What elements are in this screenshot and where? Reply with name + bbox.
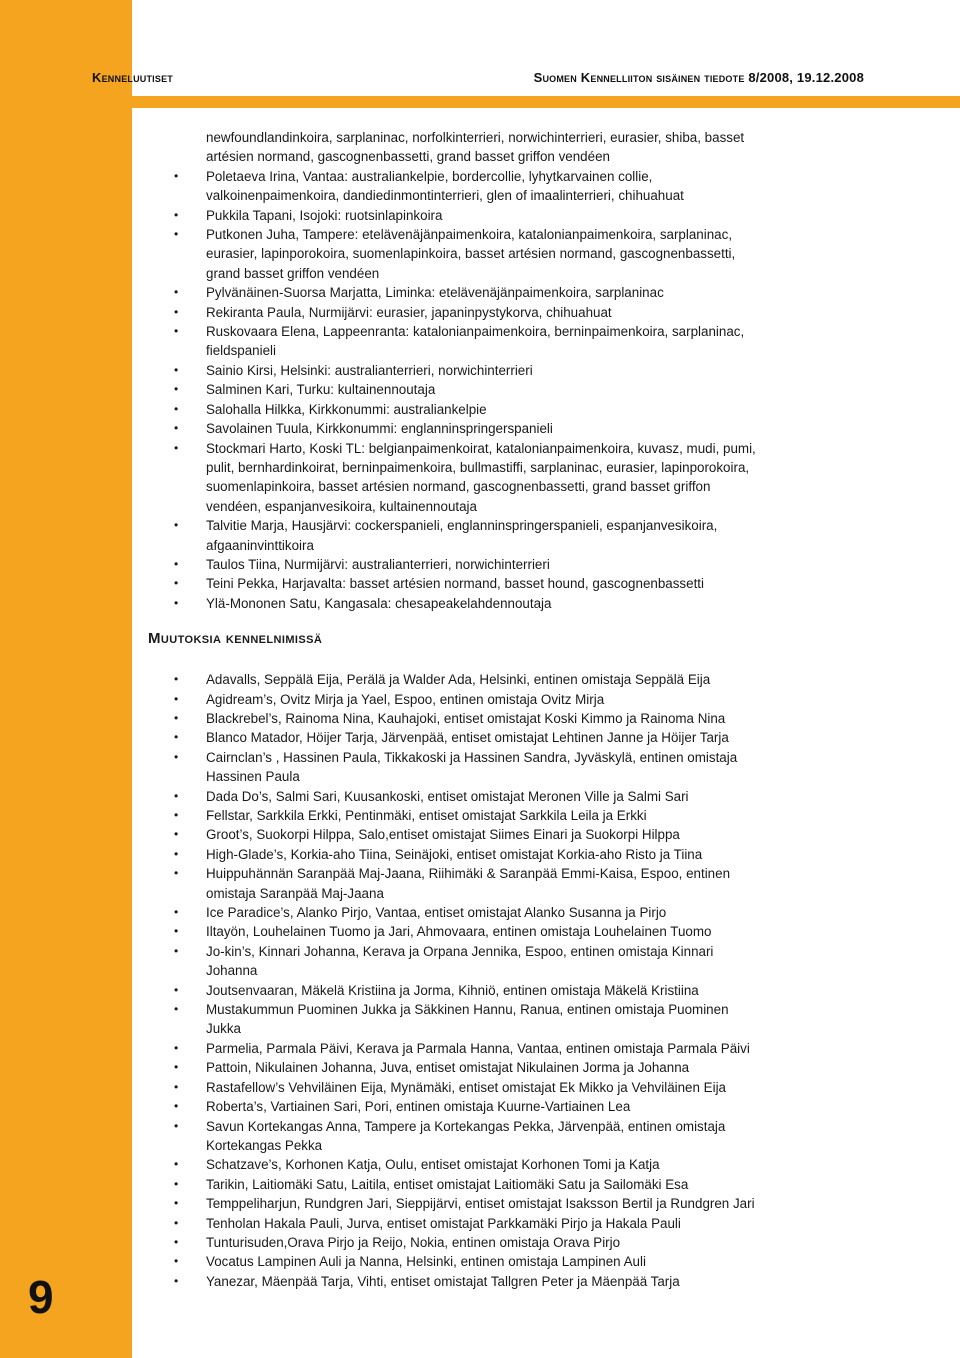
kennel-change-entry [148,748,938,787]
bullet-icon: • [174,691,179,706]
list-item-line: Sainio Kirsi, Helsinki: australianterrieri, norwichinterrieri [206,362,533,378]
list-item-line: Jo-kin’s, Kinnari Johanna, Kerava ja Orpana Jennika, Espoo, entinen omistaja Kinnari [206,943,714,959]
list-item-line: Iltayön, Louhelainen Tuomo ja Jari, Ahmovaara, entinen omistaja Louhelainen Tuomo [206,924,712,940]
bullet-icon: • [174,285,179,300]
list-item-line: Huippuhännän Saranpää Maj-Jaana, Riihimäki & Saranpää Emmi-Kaisa, Espoo, entinen [206,866,731,882]
bullet-icon: • [174,866,179,881]
header-rule [0,96,960,108]
list-item-line: Rekiranta Paula, Nurmijärvi: eurasier, japaninpystykorva, chihuahuat [206,304,612,320]
judge-entry [148,555,938,574]
bullet-icon: • [174,943,179,958]
list-item-line: Tarikin, Laitiomäki Satu, Laitila, entiset omistajat Laitiomäki Satu ja Sailomäki Esa [206,1176,689,1192]
list-item-line: Tunturisuden,Orava Pirjo ja Reijo, Nokia, entinen omistaja Orava Pirjo [206,1234,621,1250]
bullet-icon: • [174,1273,179,1288]
kennel-change-entry [148,1272,938,1291]
page-content [148,128,938,1328]
bullet-icon: • [174,1099,179,1114]
header-section-name: Kenneluutiset [92,70,173,85]
list-item-line: Fellstar, Sarkkila Erkki, Pentinmäki, entiset omistajat Sarkkila Leila ja Erkki [206,808,647,823]
bullet-icon: • [174,168,179,183]
judge-entry [148,303,938,322]
continuation-line: artésien normand, gascognenbassetti, grand basset griffon vendéen [206,149,610,165]
list-item-line: Groot’s, Suokorpi Hilppa, Salo,entiset omistajat Siimes Einari ja Suokorpi Hilppa [206,827,680,843]
bullet-icon: • [174,1176,179,1191]
list-item-line: Teini Pekka, Harjavalta: basset artésien normand, basset hound, gascognenbassetti [206,576,704,592]
kennel-change-entry [148,1058,938,1077]
list-item-line: Hassinen Paula [206,769,300,785]
kennel-change-entry [148,1194,938,1213]
kennel-change-entry [148,728,938,747]
bullet-icon: • [174,401,179,416]
continued-entry [148,128,938,167]
bullet-icon: • [174,595,179,610]
kennel-change-entry [148,1039,938,1058]
kennel-change-entry [148,709,938,728]
bullet-icon: • [174,1254,179,1269]
list-item-line: Pukkila Tapani, Isojoki: ruotsinlapinkoira [206,207,443,223]
list-item-line: Temppeliharjun, Rundgren Jari, Sieppijärvi, entiset omistajat Isaksson Bertil ja Rundgren Jari [206,1196,755,1212]
judge-entry [148,225,938,283]
list-item-line: Putkonen Juha, Tampere: etelävenäjänpaimenkoira, katalonianpaimenkoira, sarplaninac, [206,227,733,243]
bullet-icon: • [174,1196,179,1211]
list-item-line: Savolainen Tuula, Kirkkonummi: englanninspringerspanieli [206,421,553,437]
list-item-line: Joutsenvaaran, Mäkelä Kristiina ja Jorma, Kihniö, entinen omistaja Mäkelä Kristiina [206,982,699,998]
kennel-change-entry [148,1000,938,1039]
list-item-line: Salminen Kari, Turku: kultainennoutaja [206,382,436,398]
list-item-line: Parmelia, Parmala Päivi, Kerava ja Parmala Hanna, Vantaa, entinen omistaja Parmala Päivi [206,1040,750,1056]
list-item-line: eurasier, lapinporokoira, suomenlapinkoira, basset artésien normand, gascognenbassetti, [206,246,736,262]
judge-entry [148,400,938,419]
section-title: Muutoksia kennelnimissä [148,630,323,648]
judge-entry [148,574,938,593]
kennel-change-entry [148,942,938,981]
bullet-icon: • [174,518,179,533]
judge-entry [148,206,938,225]
page-number: 9 [28,1271,54,1323]
list-item-line: Schatzave’s, Korhonen Katja, Oulu, entiset omistajat Korhonen Tomi ja Katja [206,1157,660,1173]
kennel-change-entry [148,845,938,864]
judge-entry [148,283,938,302]
bullet-icon: • [174,362,179,377]
list-item-line: Adavalls, Seppälä Eija, Perälä ja Walder Ada, Helsinki, entinen omistaja Seppälä Eija [206,672,711,688]
judges-list [148,167,938,613]
bullet-icon: • [174,1060,179,1075]
list-item-line: Blanco Matador, Höijer Tarja, Järvenpää, entiset omistajat Lehtinen Janne ja Höijer Tarja [206,730,729,746]
bullet-icon: • [174,1118,179,1133]
list-item-line: Ruskovaara Elena, Lappeenranta: katalonianpaimenkoira, berninpaimenkoira, sarplaninac, [206,324,745,340]
list-item-line: Roberta’s, Vartiainen Sari, Pori, entinen omistaja Kuurne-Vartiainen Lea [206,1099,631,1115]
bullet-icon: • [174,421,179,436]
bullet-icon: • [174,672,179,687]
kennel-change-entry [148,981,938,1000]
bullet-icon: • [174,808,179,822]
judge-entry [148,361,938,380]
bullet-icon: • [174,207,179,222]
kennel-change-entry [148,1252,938,1271]
header-publication-info: Suomen Kennelliiton sisäinen tiedote 8/2008, 19.12.2008 [533,70,864,85]
kennel-change-entry [148,787,938,806]
list-item-line: Savun Kortekangas Anna, Tampere ja Kortekangas Pekka, Järvenpää, entinen omistaja [206,1118,726,1134]
kennel-change-entry [148,690,938,709]
bullet-icon: • [174,1002,179,1017]
bullet-icon: • [174,1234,179,1249]
list-item-line: Tenholan Hakala Pauli, Jurva, entiset omistajat Parkkamäki Pirjo ja Hakala Pauli [206,1215,681,1231]
list-item-line: High-Glade’s, Korkia-aho Tiina, Seinäjoki, entiset omistajat Korkia-aho Risto ja Tiina [206,846,703,862]
kennel-change-entry [148,1078,938,1097]
list-item-line: Dada Do’s, Salmi Sari, Kuusankoski, entiset omistajat Meronen Ville ja Salmi Sari [206,788,689,804]
kennel-change-entry [148,1233,938,1252]
list-item-line: fieldspanieli [206,343,276,359]
continuation-line: newfoundlandinkoira, sarplaninac, norfolkinterrieri, norwichinterrieri, eurasier, shiba, basset [206,130,745,145]
list-item-line: suomenlapinkoira, basset artésien normand, gascognenbassetti, grand basset griffon [206,479,711,495]
bullet-icon: • [174,788,179,803]
kennel-change-entry [148,922,938,941]
bullet-icon: • [174,576,179,591]
judge-entry [148,516,938,555]
bullet-icon: • [174,924,179,939]
list-item-line: pulit, bernhardinkoirat, berninpaimenkoira, bullmastiffi, sarplaninac, eurasier, lapinporokoira, [206,459,750,475]
list-item-line: afgaaninvinttikoira [206,537,314,553]
bullet-icon: • [174,1215,179,1230]
list-item-line: grand basset griffon vendéen [206,265,380,281]
bullet-icon: • [174,846,179,861]
bullet-icon: • [174,749,179,764]
bullet-icon: • [174,382,179,397]
kennel-change-entry [148,903,938,922]
list-item-line: Taulos Tiina, Nurmijärvi: australianterrieri, norwichinterrieri [206,556,550,572]
list-item-line: Cairnclan’s , Hassinen Paula, Tikkakoski ja Hassinen Sandra, Jyväskylä, entinen omistaja [206,749,738,765]
list-item-line: Pattoin, Nikulainen Johanna, Juva, entiset omistajat Nikulainen Jorma ja Johanna [206,1060,690,1076]
list-item-line: Mustakummun Puominen Jukka ja Säkkinen Hannu, Ranua, entinen omistaja Puominen [206,1002,729,1018]
list-item-line: Agidream’s, Ovitz Mirja ja Yael, Espoo, entinen omistaja Ovitz Mirja [206,691,605,707]
bullet-icon: • [174,440,179,455]
bullet-icon: • [174,982,179,997]
list-item-line: Stockmari Harto, Koski TL: belgianpaimenkoirat, katalonianpaimenkoira, kuvasz, mudi, pumi, [206,440,756,456]
bullet-icon: • [174,1079,179,1094]
list-item-line: Yanezar, Mäenpää Tarja, Vihti, entiset omistajat Tallgren Peter ja Mäenpää Tarja [206,1273,680,1289]
list-item-line: omistaja Saranpää Maj-Jaana [206,885,384,901]
judge-entry [148,167,938,206]
bullet-icon: • [174,1040,179,1055]
bullet-icon: • [174,324,179,339]
bullet-icon: • [174,556,179,571]
kennel-change-entry [148,1117,938,1156]
kennel-change-entry [148,1175,938,1194]
list-item-line: Kortekangas Pekka [206,1137,323,1153]
list-item-line: Poletaeva Irina, Vantaa: australiankelpie, bordercollie, lyhytkarvainen collie, [206,168,653,184]
bullet-icon: • [174,1157,179,1172]
judge-entry [148,322,938,361]
kennel-change-entry [148,1155,938,1174]
kennel-change-entry [148,806,938,825]
side-accent-bar [0,0,132,1358]
list-item-line: Vocatus Lampinen Auli ja Nanna, Helsinki, entinen omistaja Lampinen Auli [206,1254,646,1270]
kennel-change-entry [148,670,938,689]
list-item-line: Johanna [206,963,258,979]
kennel-change-entry [148,1214,938,1233]
list-item-line: valkoinenpaimenkoira, dandiedinmontinterrieri, glen of imaalinterrieri, chihuahuat [206,188,684,204]
bullet-icon: • [174,304,179,319]
judge-entry [148,594,938,613]
kennel-change-entry [148,825,938,844]
bullet-icon: • [174,710,179,725]
list-item-line: vendéen, espanjanvesikoira, kultainennoutaja [206,498,477,514]
bullet-icon: • [174,730,179,745]
judge-entry [148,419,938,438]
kennel-change-entry [148,1097,938,1116]
list-item-line: Blackrebel’s, Rainoma Nina, Kauhajoki, entiset omistajat Koski Kimmo ja Rainoma Nina [206,710,726,726]
kennel-change-entry [148,864,938,903]
bullet-icon: • [174,905,179,920]
bullet-icon: • [174,227,179,242]
list-item-line: Talvitie Marja, Hausjärvi: cockerspanieli, englanninspringerspanieli, espanjanvesikoira, [206,518,718,534]
list-item-line: Pylvänäinen-Suorsa Marjatta, Liminka: etelävenäjänpaimenkoira, sarplaninac [206,285,664,301]
list-item-line: Ylä-Mononen Satu, Kangasala: chesapeakelahdennoutaja [206,595,552,611]
list-item-line: Rastafellow’s Vehviläinen Eija, Mynämäki, entiset omistajat Ek Mikko ja Vehviläinen Eija [206,1079,727,1095]
list-item-line: Jukka [206,1021,241,1037]
bullet-icon: • [174,827,179,842]
judge-entry [148,439,938,517]
list-item-line: Ice Paradice’s, Alanko Pirjo, Vantaa, entiset omistajat Alanko Susanna ja Pirjo [206,905,667,921]
kennel-changes-list [148,670,938,1291]
judge-entry [148,380,938,399]
list-item-line: Salohalla Hilkka, Kirkkonummi: australiankelpie [206,401,487,417]
